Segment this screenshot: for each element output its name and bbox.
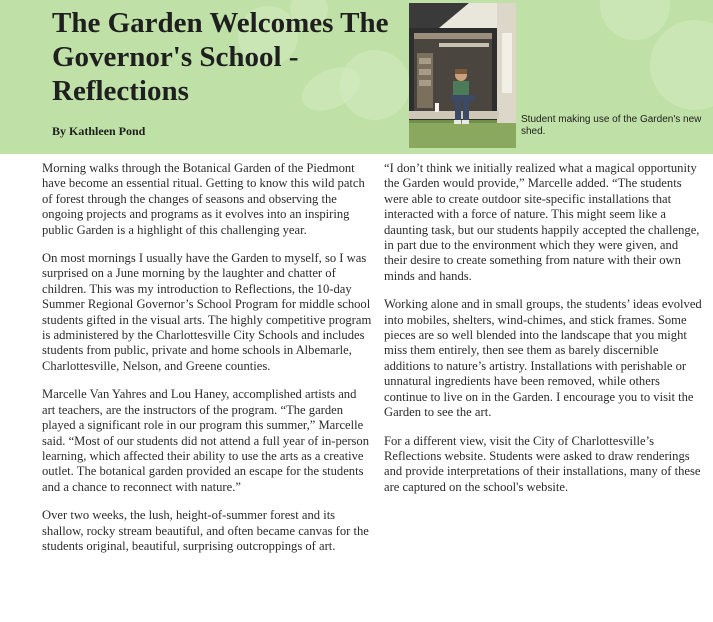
left-column [42,161,372,567]
decorative-leaf [600,0,670,40]
shed-photo [409,3,516,148]
header-banner [0,0,713,154]
author-byline: By Kathleen Pond [52,124,146,138]
paragraph: Working alone and in small groups, the students’ ideas evolved into mobiles, shelters, wind-chimes, and stick frames. Some pieces are so well blended into the landscape that you might miss them entirely, then see them as barely discernible additions to nature’s artistry. Installations with perishable or unnatural ingredients have been removed, while others continue to live on in the Garden. I encourage you to visit the Garden to see the art. [384,297,702,420]
paragraph: Marcelle Van Yahres and Lou Haney, accomplished artists and art teachers, are the instructors of the program. “The garden played a significant role in our program this summer,” Marcelle said. “Most of our students did not attend a full year of in-person learning, which affected their ability to use the arts as a creative outlet. The botanical garden provided an escape for the students and a chance to reconnect with nature.” [42,387,370,494]
article-title: The Garden Welcomes The Governor's School - Reflections [52,7,389,107]
right-column [384,161,702,508]
paragraph: For a different view, visit the City of Charlottesville’s Reflections website. Students were asked to draw renderings and provide interpretations of their installations, many of these are captured on the school's website. [384,433,701,494]
paragraph: Over two weeks, the lush, height-of-summer forest and its shallow, rocky stream beautiful, and often became canvas for the students original, beautiful, surprising outcroppings of art. [42,508,369,553]
paragraph: Morning walks through the Botanical Garden of the Piedmont have become an essential ritual. Getting to know this wild patch of forest through the changes of seasons and observing the ongoing projects and programs as it evolves into an inspiring public Garden is a highlight of this challenging year. [42,161,365,237]
decorative-leaf [650,20,713,110]
paragraph: On most mornings I usually have the Garden to myself, so I was surprised on a June morning by the laughter and chatter of children. This was my introduction to Reflections, the 10-day Summer Regional Governor’s School Program for middle school students gifted in the visual arts. The highly competitive program is administered by the Charlottesville City Schools and includes students from public, private and home schools in Albemarle, Charlottesville, Nelson, and Greene counties. [42,251,372,373]
photo-caption: Student making use of the Garden's new shed. [521,114,702,137]
paragraph: “I don’t think we initially realized what a magical opportunity the Garden would provide,” Marcelle added. “The students were able to create outdoor site-specific installations that interacted with a force of nature. This might seem like a daunting task, but our students happily accepted the challenge, in part due to the environment which they were given, and their desire to create something from nature with their own minds and hands. [384,161,700,283]
